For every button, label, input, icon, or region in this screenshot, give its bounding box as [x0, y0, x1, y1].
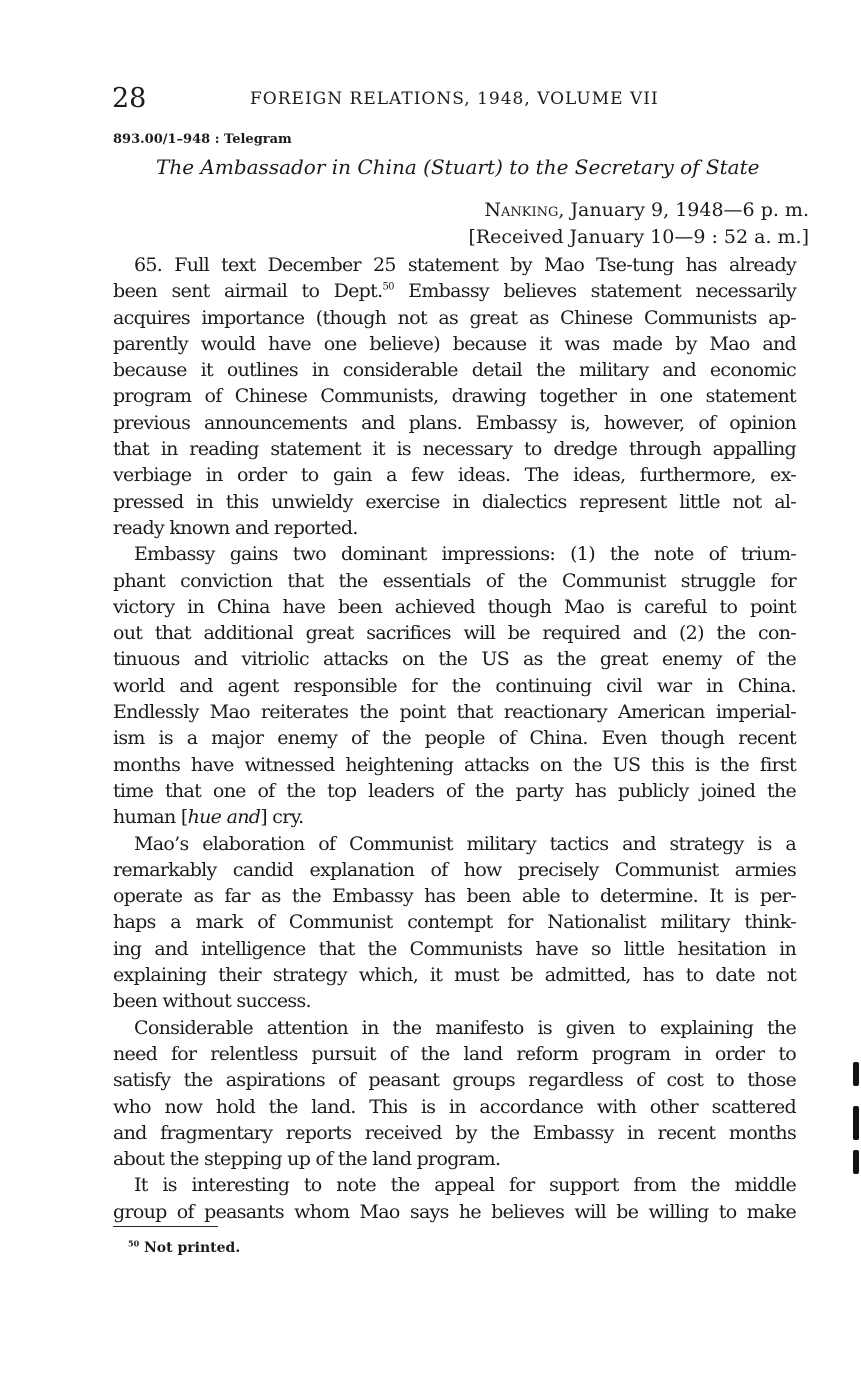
- text-line: world and agent responsible for the continuing civil war in China.: [113, 674, 796, 697]
- text-line: group of peasants whom Mao says he believes will be willing to make: [113, 1200, 796, 1223]
- text-line: remarkably candid explanation of how precisely Communist armies: [113, 858, 796, 881]
- text-line: [113, 804, 796, 830]
- text-line: been without success.: [113, 990, 311, 1013]
- footnote-marker: 50: [128, 1238, 140, 1249]
- text-line: haps a mark of Communist contempt for Nationalist military think-: [113, 911, 796, 934]
- text-line: months have witnessed heightening attacks on the US this is the first: [113, 753, 796, 776]
- text-line: Endlessly Mao reiterates the point that reactionary American imperial-: [113, 701, 796, 724]
- scan-margin-mark: [853, 1150, 859, 1174]
- text-line: previous announcements and plans. Embassy is, however, of opinion: [113, 411, 796, 434]
- dateline-sent: [468, 197, 809, 224]
- footnote: [128, 1238, 240, 1258]
- text-segment: been sent airmail to Dept.: [113, 280, 383, 303]
- page-number: 28: [112, 83, 147, 114]
- text-line: parently would have one believe) because it was made by Mao and: [113, 332, 796, 355]
- text-line: about the stepping up of the land program.: [113, 1148, 501, 1171]
- text-line: 65. Full text December 25 statement by Mao Tse-tung has already: [134, 254, 796, 276]
- footnote-text: Not printed.: [139, 1240, 241, 1256]
- page-header: [112, 82, 802, 118]
- footnote-divider: [113, 1226, 218, 1227]
- dateline-date: , January 9, 1948—6 p. m.: [558, 199, 809, 221]
- text-line: verbiage in order to gain a few ideas. The ideas, furthermore, ex-: [113, 464, 796, 487]
- telegram-body: [113, 252, 796, 1225]
- text-segment: ] cry.: [260, 806, 304, 829]
- text-line: Considerable attention in the manifesto is given to explaining the: [134, 1016, 796, 1039]
- text-line: explaining their strategy which, it must be admitted, has to date not: [113, 964, 796, 987]
- text-segment: Embassy believes statement necessarily: [393, 280, 796, 303]
- text-line: satisfy the aspirations of peasant groups regardless of cost to those: [113, 1069, 796, 1092]
- text-line: program of Chinese Communists, drawing together in one statement: [113, 385, 796, 408]
- text-line: ism is a major enemy of the people of China. Even though recent: [113, 727, 796, 750]
- text-segment: human [: [113, 806, 188, 829]
- text-line: Mao’s elaboration of Communist military tactics and strategy is a: [134, 832, 796, 855]
- text-line: and fragmentary reports received by the Embassy in recent months: [113, 1121, 796, 1144]
- text-line: ready known and reported.: [113, 516, 358, 539]
- document-title: The Ambassador in China (Stuart) to the Secretary of State: [156, 155, 760, 179]
- text-line: out that additional great sacrifices will be required and (2) the con-: [113, 622, 796, 645]
- text-line: pressed in this unwieldy exercise in dialectics represent little not al-: [113, 490, 796, 513]
- text-line: tinuous and vitriolic attacks on the US as the great enemy of the: [113, 648, 796, 671]
- text-line: It is interesting to note the appeal for support from the middle: [134, 1174, 796, 1197]
- text-line: phant conviction that the essentials of the Communist struggle for: [113, 569, 796, 592]
- text-line: ing and intelligence that the Communists have so little hesitation in: [113, 937, 796, 960]
- text-line: need for relentless pursuit of the land reform program in order to: [113, 1042, 796, 1065]
- running-head: FOREIGN RELATIONS, 1948, VOLUME VII: [250, 89, 659, 109]
- text-line: that in reading statement it is necessary to dredge through appalling: [113, 438, 796, 461]
- text-line: [113, 278, 796, 304]
- dateline: [468, 197, 809, 251]
- text-line: who now hold the land. This is in accordance with other scattered: [113, 1095, 796, 1118]
- text-line: Embassy gains two dominant impressions: (1) the note of trium-: [134, 543, 796, 566]
- text-line: acquires importance (though not as great as Chinese Communists ap-: [113, 306, 796, 329]
- scan-margin-mark: [853, 1106, 859, 1140]
- document-file-number: 893.00/1–948 : Telegram: [113, 132, 292, 147]
- text-line: time that one of the top leaders of the party has publicly joined the: [113, 779, 796, 802]
- editorial-insertion: hue and: [187, 806, 261, 829]
- footnote-ref: 50: [382, 281, 394, 293]
- dateline-received: [Received January 10—9 : 52 a. m.]: [468, 226, 809, 248]
- scan-margin-mark: [853, 1062, 859, 1086]
- text-line: operate as far as the Embassy has been able to determine. It is per-: [113, 885, 796, 908]
- text-line: because it outlines in considerable detail the military and economic: [113, 359, 796, 382]
- text-line: victory in China have been achieved though Mao is careful to point: [113, 595, 796, 618]
- dateline-place: Nanking: [484, 199, 559, 221]
